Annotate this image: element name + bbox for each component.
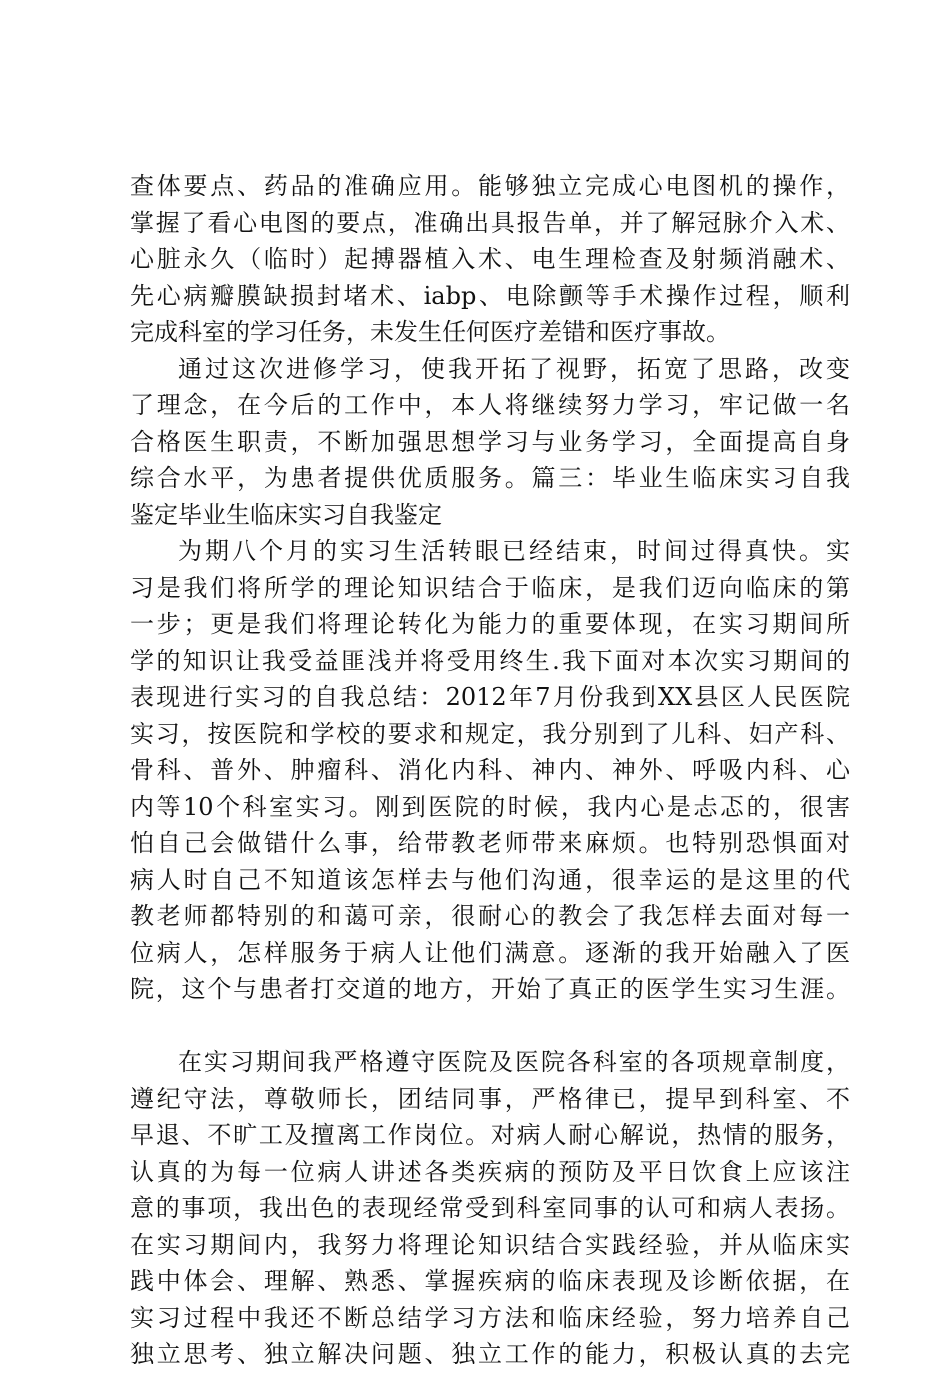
text-line: 在实习期间我严格遵守医院及医院各科室的各项规章制度， xyxy=(178,1048,850,1076)
text-line: 鉴定毕业生临床实习自我鉴定 xyxy=(130,500,442,529)
text-line: 遵纪守法，尊敬师长，团结同事，严格律已，提早到科室、不 xyxy=(130,1084,850,1113)
paragraph xyxy=(130,351,850,534)
text-line: 为期八个月的实习生活转眼已经结束，时间过得真快。实 xyxy=(178,537,850,565)
text-line: 掌握了看心电图的要点，准确出具报告单，并了解冠脉介入术、 xyxy=(130,208,850,237)
text-line: 心脏永久（临时）起搏器植入术、电生理检查及射频消融术、 xyxy=(130,245,850,273)
text-line: 表现进行实习的自我总结：2012年7月份我到XX县区人民医院 xyxy=(130,683,850,711)
paragraph xyxy=(130,1044,850,1373)
text-line: 骨科、普外、肿瘤科、消化内科、神内、神外、呼吸内科、心 xyxy=(130,756,850,784)
paragraph xyxy=(130,168,850,351)
text-line: 了理念，在今后的工作中，本人将继续努力学习，牢记做一名 xyxy=(130,391,850,419)
text-line: 实习，按医院和学校的要求和规定，我分别到了儿科、妇产科、 xyxy=(130,719,850,748)
paragraph xyxy=(130,533,850,1008)
text-line: 认真的为每一位病人讲述各类疾病的预防及平日饮食上应该注 xyxy=(130,1157,850,1186)
text-line: 教老师都特别的和蔼可亲，很耐心的教会了我怎样去面对每一 xyxy=(130,902,850,930)
text-line: 践中体会、理解、熟悉、掌握疾病的临床表现及诊断依据，在 xyxy=(130,1267,850,1295)
document-body xyxy=(130,168,850,1373)
text-line: 通过这次进修学习，使我开拓了视野，拓宽了思路，改变 xyxy=(178,354,850,383)
text-line: 独立思考、独立解决问题、独立工作的能力，积极认真的去完 xyxy=(130,1340,850,1368)
text-line: 位病人，怎样服务于病人让他们满意。逐渐的我开始融入了医 xyxy=(130,938,850,967)
text-line: 内等10个科室实习。刚到医院的时候，我内心是忐忑的，很害 xyxy=(130,792,850,821)
text-line: 一步；更是我们将理论转化为能力的重要体现，在实习期间所 xyxy=(130,610,850,638)
text-line: 学的知识让我受益匪浅并将受用终生.我下面对本次实习期间的 xyxy=(130,646,850,675)
text-line: 院，这个与患者打交道的地方，开始了真正的医学生实习生涯。 xyxy=(130,975,850,1003)
text-line: 实习过程中我还不断总结学习方法和临床经验，努力培养自己 xyxy=(130,1303,850,1332)
text-line: 早退、不旷工及擅离工作岗位。对病人耐心解说，热情的服务， xyxy=(130,1121,850,1149)
text-line: 综合水平，为患者提供优质服务。篇三：毕业生临床实习自我 xyxy=(130,464,850,492)
text-line: 先心病瓣膜缺损封堵术、iabp、电除颤等手术操作过程，顺利 xyxy=(130,281,850,310)
text-line: 合格医生职责，不断加强思想学习与业务学习，全面提高自身 xyxy=(130,427,850,456)
text-line: 在实习期间内，我努力将理论知识结合实践经验，并从临床实 xyxy=(130,1230,850,1259)
text-line: 意的事项，我出色的表现经常受到科室同事的认可和病人表扬。 xyxy=(130,1194,850,1222)
paragraph-spacer xyxy=(130,1008,850,1045)
text-line: 查体要点、药品的准确应用。能够独立完成心电图机的操作， xyxy=(130,172,850,200)
text-line: 习是我们将所学的理论知识结合于临床，是我们迈向临床的第 xyxy=(130,573,850,602)
text-line: 病人时自己不知道该怎样去与他们沟通，很幸运的是这里的代 xyxy=(130,865,850,894)
text-line: 怕自己会做错什么事，给带教老师带来麻烦。也特别恐惧面对 xyxy=(130,829,850,857)
text-line: 完成科室的学习任务，未发生任何医疗差错和医疗事故。 xyxy=(130,318,730,346)
